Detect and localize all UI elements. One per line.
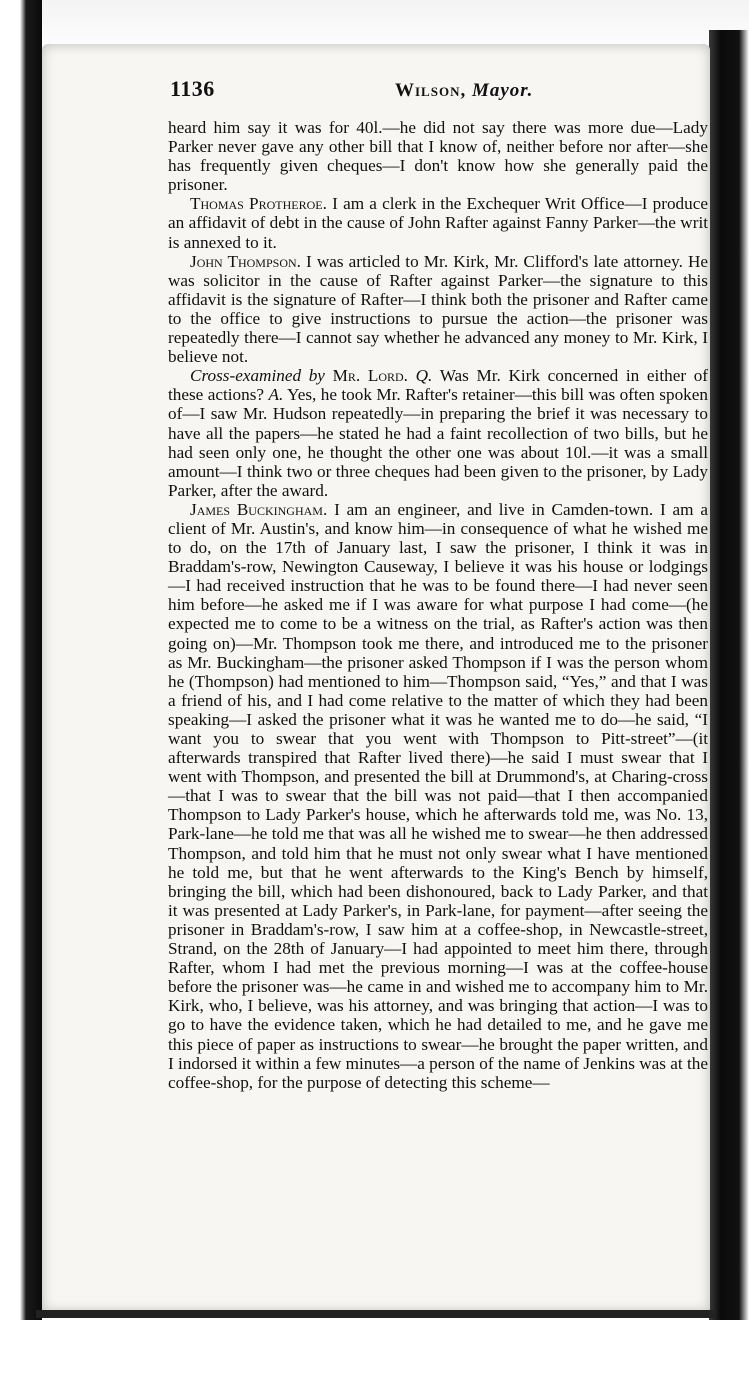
book-edge-right [709, 30, 749, 1320]
page-bottom-edge [36, 1310, 714, 1318]
paragraph-text: I am a clerk in the Exchequer Writ Office—I produce an affidavit of debt in the cause of John Rafter against Fanny Parker—the writ is annexed to it. [168, 194, 708, 252]
paragraph-protheroe [168, 194, 708, 251]
running-head [395, 80, 533, 102]
page-header [170, 76, 560, 116]
answer-text: Yes, he took Mr. Rafter's retainer—this bill was often spoken of—I saw Mr. Hudson repeatedly—in preparing the brief it was necessary to have all the papers—he stated he had a faint recollection of two bills, but he had seen only one, he thought the other one was about 10l.—it was a small amount—I think two or three cheques had been given to the prisoner, by Lady Parker, after the award. [168, 385, 708, 500]
book-binding-left [0, 0, 42, 1320]
witness-name: Thomas Protheroe. [190, 194, 327, 214]
paragraph-text: heard him say it was for 40l.—he did not say there was more due—Lady Parker never gave any other bill that I know of, neither before nor after—she has frequently given cheques—I don't know how she generally paid the prisoner. [168, 118, 708, 195]
paragraph-thompson [168, 252, 708, 367]
witness-name: James Buckingham. [190, 499, 328, 519]
question-text: Was Mr. Kirk concerned in either of these actions? [168, 366, 709, 405]
body-text [168, 118, 708, 1092]
answer-mark-label: A. [268, 385, 284, 405]
paragraph-text: I am an engineer, and live in Camden-town. I am a client of Mr. Austin's, and know him—in consequence of what he wished me to do, on the 17th of January last, I saw the prisoner, I think it was in Braddam's-row, Newington Causeway, I believe it was his house or lodgings—I had received instruction that he was to be found there—I had never seen him before—he asked me if I was aware for what purpose I had come—(he expected me to come to be a witness on the trial, as Rafter's action was then going on)—Mr. Thompson took me there, and introduced me to the prisoner as Mr. Buckingham—the prisoner asked Thompson if I was the person whom he (Thompson) had mentioned to him—Thompson said, “Yes,” and that I was a friend of his, and I had come relative to the matter of which they had been speaking—I asked the prisoner what it was he wanted me to do—he said, “I want you to swear that you went with Thompson to Pitt-street”—(it afterwards transpired that Rafter lived there)—he said I must swear that I went with Thompson, and presented the bill at Drummond's, at Charing-cross—that I was to swear that the bill was not paid—that I then accompanied Thompson to Lady Parker's house, which he afterwards told me, was No. 13, Park-lane—he told me that was all he wished me to swear—he then addressed Thompson, and told him that he must not only swear what I have mentioned he told me, but that he went afterwards to the King's Bench by himself, bringing the bill, which had been dishonoured, back to Lady Parker, and that it was presented at Lady Parker's, in Park-lane, for payment—after seeing the prisoner in Braddam's-row, I saw him at a coffee-shop, in Newcastle-street, Strand, on the 28th of January—I had appointed to meet him there, through Rafter, whom I had met the previous morning—I was at the coffee-house before the prisoner was—he came in and wished me to accompany him to Mr. Kirk, who, I believe, was his attorney, and was bringing that action—I was to go to have the evidence taken, which he had detailed to me, and he gave me this piece of paper as instructions to swear—he brought the paper written, and I indorsed it within a few minutes—a person of the name of Jenkins was at the coffee-shop, for the purpose of detecting this scheme— [168, 499, 708, 1092]
paragraph-buckingham [168, 500, 708, 1092]
paragraph-cross-examination [168, 366, 708, 500]
page-number: 1136 [170, 76, 215, 101]
counsel-name: Mr. Lord. [332, 366, 408, 386]
running-head-name: Wilson, [395, 80, 467, 101]
paragraph-continuation [168, 118, 708, 194]
paragraph-text: I was articled to Mr. Kirk, Mr. Clifford's late attorney. He was solicitor in the cause of Rafter against Parker—the signature to this affidavit is the signature of Rafter—I think both the prisoner and Rafter came to the office to give instructions to pursue the action—the prisoner was repeatedly there—I cannot say whether he advanced any money to Mr. Kirk, I believe not. [168, 251, 708, 367]
cross-examined-label: Cross-examined by [190, 366, 325, 386]
witness-name: John Thompson. [190, 251, 301, 271]
question-mark-label: Q. [415, 366, 433, 386]
running-head-title: Mayor. [471, 80, 534, 101]
